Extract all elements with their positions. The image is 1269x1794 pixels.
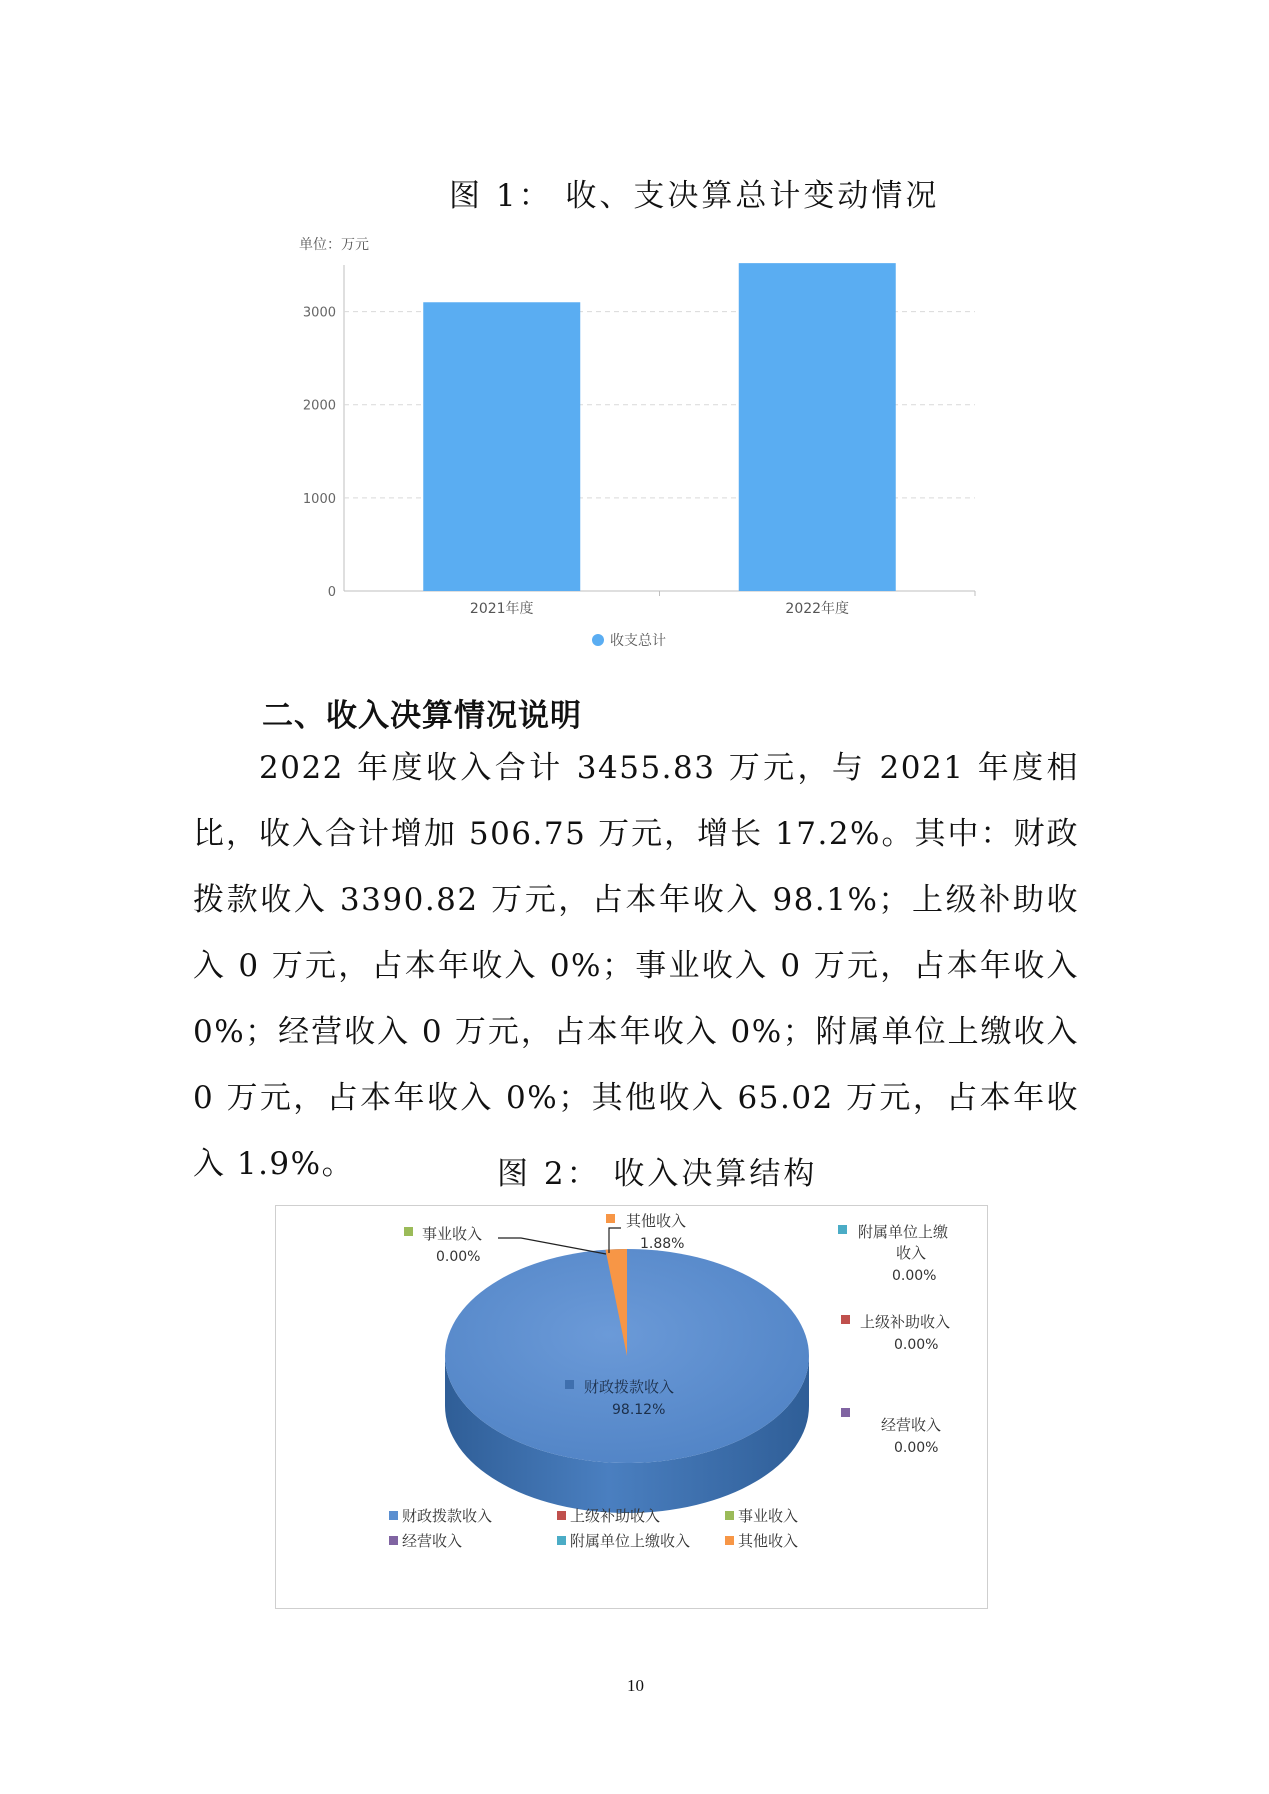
callout-affiliated-pct: 0.00% bbox=[892, 1268, 937, 1284]
callout-operating-pct: 0.00% bbox=[894, 1440, 939, 1456]
bar bbox=[423, 302, 580, 591]
callout-fiscal-pct: 98.12% bbox=[612, 1402, 666, 1418]
bar-series bbox=[423, 263, 896, 591]
pie-chart bbox=[276, 1206, 987, 1608]
legend-marker bbox=[592, 634, 604, 646]
figure-2-title: 图 2： 收入决算结构 bbox=[497, 1156, 818, 1192]
unit-label: 单位：万元 bbox=[299, 237, 369, 253]
callout-affiliated-name-1: 附属单位上缴 bbox=[858, 1223, 949, 1241]
section-heading: 二、收入决算情况说明 bbox=[262, 698, 582, 734]
callout-fiscal-name: 财政拨款收入 bbox=[584, 1378, 675, 1396]
bar-legend bbox=[592, 632, 666, 649]
callout-operating bbox=[841, 1408, 941, 1456]
legend-item: 上级补助收入 bbox=[570, 1507, 661, 1525]
callout-business-name: 事业收入 bbox=[422, 1225, 483, 1243]
callout-affiliated-name-2: 收入 bbox=[896, 1244, 927, 1262]
legend-swatch bbox=[557, 1511, 566, 1520]
income-paragraph bbox=[193, 735, 1079, 1197]
legend-item: 经营收入 bbox=[402, 1532, 463, 1550]
callout-other-pct: 1.88% bbox=[640, 1236, 685, 1252]
bar-chart bbox=[280, 255, 1000, 665]
y-tick-label: 1000 bbox=[302, 491, 336, 507]
callout-business-pct: 0.00% bbox=[436, 1249, 481, 1265]
legend-swatch bbox=[725, 1511, 734, 1520]
legend-item: 事业收入 bbox=[738, 1507, 799, 1525]
pie-legend bbox=[389, 1507, 798, 1550]
legend-swatch bbox=[557, 1536, 566, 1545]
callout-affiliated bbox=[838, 1223, 948, 1284]
legend-label: 收支总计 bbox=[610, 633, 666, 649]
callout-other-name: 其他收入 bbox=[626, 1212, 687, 1230]
callout-superior-name: 上级补助收入 bbox=[860, 1313, 951, 1331]
pie-chart-frame bbox=[275, 1205, 988, 1609]
callout-other bbox=[606, 1212, 686, 1252]
y-tick-label: 0 bbox=[327, 585, 336, 600]
legend-item: 其他收入 bbox=[738, 1532, 799, 1550]
callout-superior-pct: 0.00% bbox=[894, 1337, 939, 1353]
x-tick-label: 2021年度 bbox=[469, 601, 534, 617]
callout-business bbox=[404, 1225, 482, 1265]
legend-item: 财政拨款收入 bbox=[402, 1507, 493, 1525]
figure-1-title: 图 1： 收、支决算总计变动情况 bbox=[449, 178, 940, 214]
y-tick-label: 2000 bbox=[302, 398, 336, 414]
callout-operating-name: 经营收入 bbox=[881, 1416, 942, 1434]
legend-swatch bbox=[389, 1511, 398, 1520]
page-number: 10 bbox=[627, 1676, 644, 1695]
callout-superior bbox=[841, 1313, 950, 1353]
income-paragraph-text: 2022 年度收入合计 3455.83 万元，与 2021 年度相比，收入合计增加 506.75 万元，增长 17.2%。其中：财政拨款收入 3390.82 万元，占本年收入 98.1%；上级补助收入 0 万元，占本年收入 0%；事业收入 0 万元，占本年收入 0%；经营收入 0 万元，占本年收入 0%；附属单位上缴收入 0 万元，占本年收入 0%；其他收入 65.02 万元，占本年收入 1.9%。 bbox=[193, 750, 1079, 1182]
x-tick-label: 2022年度 bbox=[785, 601, 850, 617]
bar bbox=[739, 263, 896, 591]
legend-item: 附属单位上缴收入 bbox=[570, 1532, 691, 1550]
y-tick-label: 3000 bbox=[302, 305, 336, 321]
legend-swatch bbox=[389, 1536, 398, 1545]
legend-swatch bbox=[725, 1536, 734, 1545]
